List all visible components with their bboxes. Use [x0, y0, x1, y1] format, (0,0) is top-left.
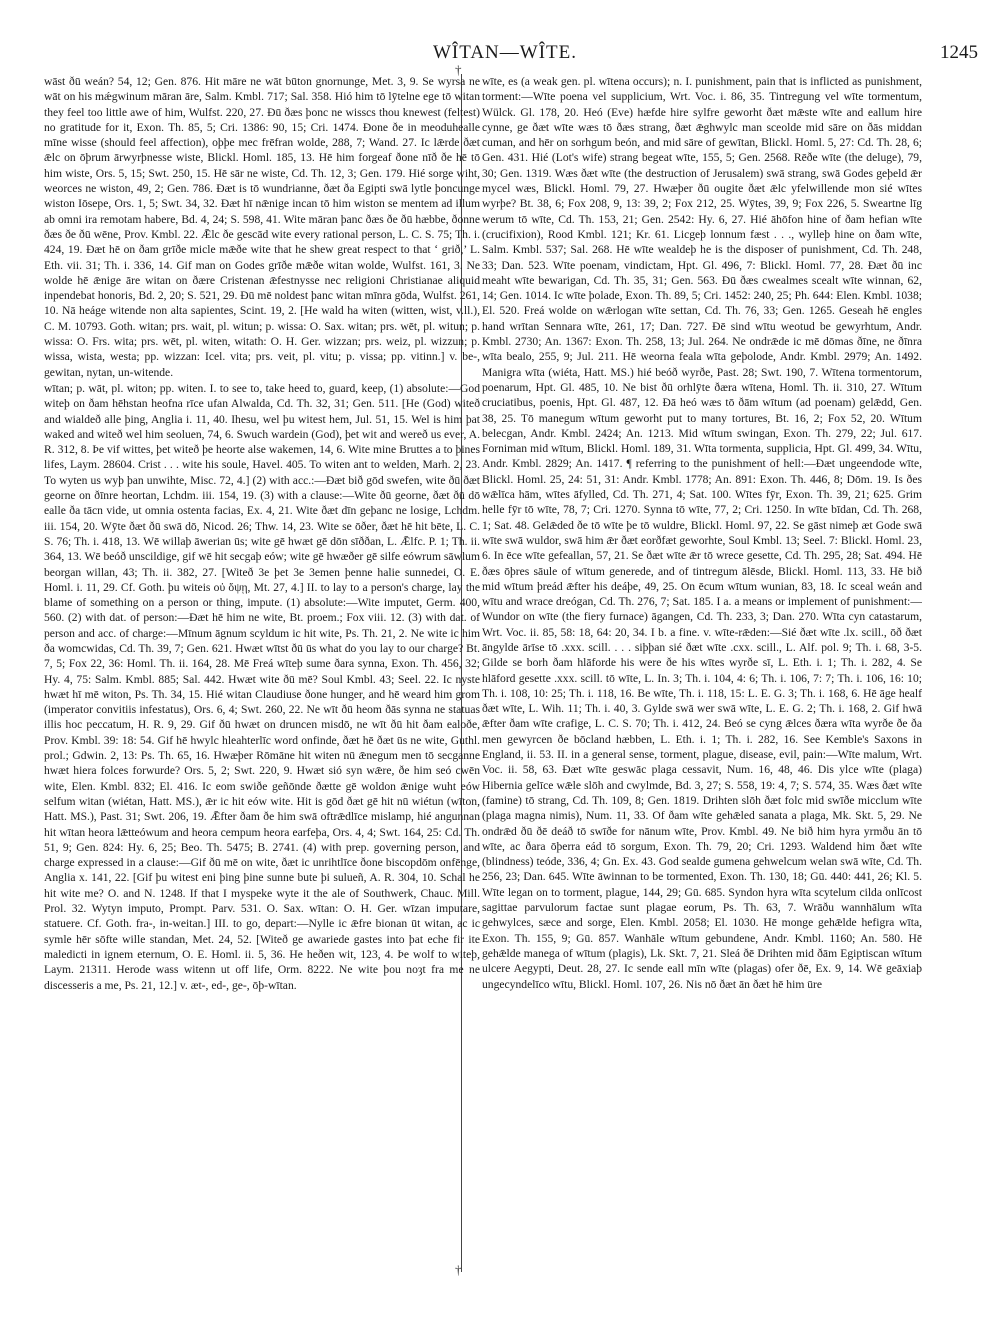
rule-ornament-bottom: †	[455, 1262, 462, 1277]
entry-paragraph: wīte, es (a weak gen. pl. wītena occurs); n. I. punishment, pain that is inflicted as punishment, torment:—Wīte poena vel supplicium, Wrt. Voc. i. 86, 35. Tintregung vel wīte tormentum, Wülck. Gl. 178, 20. Heó (Eve) hæfde hire sylfre geworht ðæt mǣste wīte and eallum hire cynne, ge ðæt wīte wæs tō ðæs strang, ðæt ǣghwylc man sceolde mid sāre on ðās middan cuman, and hēr on sorhgum beón, and mid sāre of gewītan, Blickl. Homl. 5, 27: Cd. Th. 28, 6; Gen. 431. Hié (Lot's wife) strang begeat wīte, 155, 5; Gen. 2568. Rēðe wīte (the deluge), 79, 30; Gen. 1319. Wæs ðæt wīte (the destruction of Jerusalem) swā strang, swā Godes geþeld ǣr mycel wæs, Blickl. Homl. 79, 27. Hwæþer ðū ougite ðæt ǣlc yfelwillende mon sié wītes wyrþe? Bt. 38, 6; Fox 208, 9, 13: 39, 2; Fox 212, 25. Wȳtes, 39, 9; Fox 226, 5. Sweartne līg werum tō wīte, Cd. Th. 153, 21; Gen. 2542: Hy. 6, 27. Hié āhōfon hine of ðam hefian wīte (crucifixion), Rood Kmbl. 121; Kr. 61. Licgeþ lonnum fæst . . ., wylleþ hine on ðam wīte, Salm. Kmbl. 537; Sal. 268. Hē wīte wealdeþ he is the disposer of punishment, Cd. Th. 248, 33; Dan. 523. Wīte poenam, vindictam, Hpt. Gl. 496, 7: Blickl. Homl. 77, 28. Ðæt ðū inc meaht wīte bewarigan, Cd. Th. 35, 31; Gen. 563. Ðū ðæs cwealmes scealt wīte winnan, 62, 14; Gen. 1014. Ic wīte þolade, Exon. Th. 89, 5; Cri. 1452: 240, 25; Ph. 644: Elen. Kmbl. 1038; El. 520. Freá wolde on wǣrlogan wīte settan, Cd. Th. 76, 33; Gen. 1265. Geseah hē engles hand wrītan Sennara wīte, 261, 17; Dan. 727. Ðē sind wītu weotud be gewyrhtum, Andr. Kmbl. 2730; An. 1367: Exon. Th. 258, 13; Jul. 264. Ne ondrǣde ic mē dōmas ðīne, ne ðīnra wīta bealo, 255, 9; Jul. 211. Hē weorna feala wīta geþolode, Andr. Kmbl. 2979; An. 1492. Manigra wīta (wiéta, Hatt. MS.) hié beóð wyrðe, Past. 28; Swt. 190, 7. Wītena tormentorum, poenarum, Hpt. Gl. 485, 10. Ne bist ðū orhlȳte ðæra wītena, Homl. Th. ii. 310, 27. Wītum cruciatibus, poenis, Hpt. Gl. 487, 12. Ðā heó wæs tō ðām wītum (ad poenam) gelǣdd, Gen. 38, 25. Tō manegum wītum geworht put to many tortures, Bt. 16, 2; Fox 52, 20. Wītum belecgan, Andr. Kmbl. 2424; An. 1213. Mid wītum swingan, Exon. Th. 279, 22; Jul. 617. Forniman mid wītum, Blickl. Homl. 189, 31. Wīta tormenta, supplicia, Hpt. Gl. 499, 34. Wītu, Andr. Kmbl. 2829; An. 1417. ¶ referring to the punishment of hell:—Ðæt ungeendode wīte, Blickl. Homl. 25, 24: 51, 31: Andr. Kmbl. 1778; An. 891: Exon. Th. 446, 8; Dōm. 19. Is ðes wǣlīca hām, wītes āfylled, Cd. Th. 271, 4; Sat. 100. Wītes fȳr, Exon. Th. 39, 21; 625. Grim helle fȳr tō wīte, 78, 7; Cri. 1270. Synna tō wīte, 77, 2; Cri. 1250. In wīte bīdan, Cd. Th. 268, 1; Sat. 48. Gelǣded ðe tō wīte þe tō wuldre, Blickl. Homl. 97, 22. Se gāst nimeþ æt Gode swā wīte swā wuldor, swā him ǣr ðæt eorðfæt geworhte, Soul Kmbl. 13; Seel. 7: Blickl. Homl. 23, 6. In ēce wīte gefeallan, 57, 21. Se ðæt wīte ǣr tō wrece gesette, Cd. Th. 295, 28; Sat. 494. Hē ðæs ōþres sāule of wītum generede, and of tintregum ālēsde, Blickl. Homl. 113, 33. Hē bið mid wītum þreád ǣfter his deáþe, 49, 25. On ēcum wītum wunian, 83, 18. Ic sceal weán and wītu and wrace dreógan, Cd. Th. 276, 7; Sat. 185. I a. a means or implement of punishment:—Wundor on wīte (the fiery furnace) āgangen, Cd. Th. 233, 3; Dan. 270. Wīta cyn catastarum, Wrt. Voc. ii. 85, 58: 18, 64: 20, 34. I b. a fine. v. wīte-rǣden:—Sié ðæt wīte .lx. scill., ōð ðæt āngylde ārīse tō .xxx. scill. . . . siþþan sié ðæt wīte .cxx. scill., L. Alf. pol. 9; Th. i. 68, 3-5. Gilde se borh ðam hlāforde his were ðe his wītes wyrðe sī, L. Eth. i. 1; Th. i. 282, 4. Se hlāford gesette .xxx. scill. tō wīte, L. In. 3; Th. i. 104, 4: 6; Th. i. 106, 7: 7; Th. i. 106, 16: 10; Th. i. 108, 10: 25; Th. i. 118, 16. Be wīte, Th. i. 118, 15: L. E. G. 3; Th. i. 168, 6. Hē āge healf ðæt wīte, L. Wih. 11; Th. i. 40, 3. Gylde swā wer swā wīte, L. E. G. 2; Th. i. 168, 2. Gif hwā ǣfter ðam wīte crafige, L. C. S. 70; Th. i. 412, 24. Beó se cyng ǣlces ðæra wīta wyrðe ðe ða men gewyrcen ðe bōcland hæbben, L. Eth. i. 1; Th. i. 282, 16. See Kemble's Saxons in England, ii. 53. II. in a general sense, torment, plague, disease, evil, pain:—Wīte malum, Wrt. Voc. ii. 58, 63. Ðæt wīte geswāc plaga cessavit, Num. 16, 48, 46. Dis ylce wīte (plaga) Hibernia gelīce wǣle slōh and cwylmde, Bd. 3, 27; S. 558, 19: 4, 7; S. 574, 35. Wæs ðæt wīte (famine) tō strang, Cd. Th. 109, 8; Gen. 1819. Drihten slōh ðæt folc mid swīðe micclum wīte (plaga magna nimis), Num. 11, 33. Of ðam wīte gehǣled sanata a plaga, Mk. Skt. 5, 29. Ne ondrǣd ðū ðē deáð tō swīðe for nānum wīte, Prov. Kmbl. 49. Ne bið him hyra yrmðu ān tō wīte, ac ðara ōþerra eád tō sorgum, Exon. Th. 79, 20; Cri. 1293. Waldend him ðæt wīte (blindness) teóde, 336, 4; Gn. Ex. 43. God sealde gumena gehwelcum welan swā wīte, Cd. Th. 256, 23; Dan. 645. Wīte āwinnan to be tormented, Exon. Th. 130, 18; Gū. 440: 441, 26; Kl. 5. Wīte legan on to torment, plague, 144, 29; Gū. 685. Syndon hyra wīta scytelum cilda onlīcost sagittae parvulorum factae sunt plagae eorum, Ps. Th. 63, 7. Wrāðu wannhālum wīta gehwylces, sæce and sorge, Elen. Kmbl. 2058; El. 1030. Hē monge gehǣlde hefigra wīta, Exon. Th. 155, 9; Gū. 857. Wanhāle wītum gebundene, Andr. Kmbl. 1160; An. 580. Hē gehǣlde manega of wītum (plagis), Lk. Skt. 7, 21. Sleá ðē Drihten mid ðām Egiptiscan wītum ulcere Aegypti, Deut. 28, 27. Ic sende eall mīn wīte (plagas) ofer ðē, Ex. 9, 14. Wē geāxiaþ ungecyndelīco wītu, Blickl. Homl. 107, 26. Nis nō ðæt ān ðæt hē him ūre	[482, 75, 922, 991]
page-number: 1245	[940, 42, 978, 63]
entry-paragraph: wāst ðū weán? 54, 12; Gen. 876. Hit māre ne wāt būton gnornunge, Met. 3, 9. Se wyrsa ne wāt on his mǽgwinum māran āre, Salm. Kmbl. 717; Sal. 358. Hió him tō lȳtelne ege tō witan they feel too little awe of him, Wulfst. 220, 27. Ðū ðæs þonc ne wisscs thou knewest (feltest) no gratitude for it, Exon. Th. 85, 5; Cri. 1386: 90, 15; Cri. 1474. Ðone ðe in meoduhealle mīne wisse (should feel affection), oþþe mec frēfran wolde, 288, 7; Wand. 27. Ic lǣrde ðæt ǣlc on ōþrum ārwyrþnesse wiste, Blickl. Homl. 185, 13. Hē him forgeaf ðone nīð ðe hē tō him wiste, Ors. 5, 15; Swt. 250, 15. Hē sār ne wiste, Cd. Th. 12, 3; Gen. 179. Hié sorge wiht, weorces ne wiston, 49, 2; Gen. 786. Ðæt is tō wundrianne, ðæt ða Egipti swā lytle þoncunge wiston Iōsepe, Ors. 1, 5; Swt. 34, 32. Ðæt hī nǣnige incan tō him wiston se mentem ad illum ab omni ira remotam habere, Bd. 4, 24; S. 598, 41. Wite māran þanc ðæs ðe ðū hæbbe, ðonne ðæs ðe ðū wēne, Prov. Kmbl. 22. Ǣlc ðe gescād wite every rational person, L. C. S. 75; Th. i. 424, 19. Ðæt hē on ðam grīðe micle mǣðe wite that he shew great respect to that ‘ grið,’ L. Eth. vii. 31; Th. i. 336, 14. Gif man on Godes grīðe mǣðe witan wolde, Wulfst. 161, 3. Ne wolde hē ǣnige āre witan on ðære Cristenan ǣfestnysse nec religioni Christianae aliquid inpendebat honoris, Bd. 2, 20; S. 521, 29. Ðū mē noldest þanc witan mīnra gōda, Wulfst. 261, 10. Nā heáge witende non alta sapientes, Scint. 19, 2. [He wald ha witen (witten, wist, v.ll.), C. M. 10793. Goth. witan; prs. wait, pl. witun; p. wissa: O. Sax. witan; prs. wēt, pl. witun; p. wissa: O. Frs. wita; prs. wēt, pl. witen, witath: O. H. Ger. wizzan; prs. weiz, pl. wizzun; p. wissa, wista, westa; pp. wizzan: Icel. vita; prs. veit, pl. vitu; p. vissa; pp. vitinn.] v. be-, gewitan, nytan, un-witende.	[44, 75, 480, 379]
running-head	[32, 42, 978, 72]
running-title: WÎTAN—WÎTE.	[432, 42, 577, 63]
entry-paragraph: wītan; p. wāt, pl. witon; pp. witen. I. to see to, take heed to, guard, keep, (1) absolute:—God witeþ on ðam hēhstan heofna rīce ufan Alwalda, Cd. Th. 32, 31; Gen. 511. [He (God) witeð and wialdeð alle þing, Anglia i. 11, 40. Ihesu, wel þu witest hem, Jul. 51, 15. Wel is him þat waked and witeð wel him seoluen, 74, 6. Swuch wardein (God), þet wit and wereð us ever, A. R. 312, 8. Þe vif wittes, þet witeð þe heorte alse wakemen, 14, 6. Wite mine Bruttes a to þines lifes, Laym. 28604. Crist . . . wite his soule, Havel. 405. To witen ant to welden, Marh. 2, 23. To wyten us wyþ þan unwihte, Misc. 72, 4.] (2) with acc.:—Ðæt bið gōd swefen, wite ðū ðæt georne on ðīnre heortan, Lchdm. iii. 154, 19. (3) with a clause:—Wite ðū georne, ðæt ðū dō ealle ða tācn vide, ut omnia ostenta facias, Ex. 4, 21. Wite ðæt dīn geþanc ne losige, Lchdm. iii. 154, 20. Wȳte ðæt ðū swā dō, Nicod. 26; Thw. 14, 23. Wite se ōðer, ðæt hē hit bēte, L. C. S. 76; Th. i. 418, 13. Wē willaþ āwerian ūs; wite gē hwæt gē dōn sīððan, L. Ǣlfc. P. 1; Th. ii. 364, 13. Wē beóð unscildige, gif wē hit secgaþ eów; wite gē hwæðer gē silfe eówrum sāwlum beorgan willan, 43; Th. ii. 382, 27. [Witeð 3e þet 3e 3emen þenne halie sunnedei, O. E. Homl. i. 11, 29. Cf. Goth. þu witeis οὐ ὄψῃ, Mt. 27, 4.] II. to lay to a person's charge, lay the blame of something on a person or thing, impute. (1) absolute:—Wite imputet, Germ. 400, 560. (2) with dat. of person:—Ðæt hē him ne wite, Bt. proem.; Fox viii. 12. (3) with dat. of person and acc. of charge:—Mīnum āgnum scyldum ic hit wite, Ps. Th. 21, 2. Ne wite ic him ða womcwidas, Cd. Th. 39, 7; Gen. 621. Hwæt wītst ðū ūs what do you lay to our charge? Bt. 7, 5; Fox 22, 36: Homl. Th. ii. 164, 28. Mē Freá wīteþ sume ðara synna, Exon. Th. 456, 32; Hy. 4, 75: Salm. Kmbl. 885; Sal. 442. Hwæt wite ðū mē? Soul Kmbl. 43; Seel. 22. Ic nyste hwæt hī mē witon, Ps. Th. 34, 15. Hié witan Claudiuse ðone hunger, and hē weard him grom (imperator convitiis infestatus), Ors. 6, 4; Swt. 260, 22. Ne wīt ðū heom ðās synna ne statuas illis hoc peccatum, H. R. 9, 29. Gif ðū hwæt on druncen misdō, ne wīt ðū hit ðam ealoðe, Prov. Kmbl. 39: 18: 54. Gif hē hwylc hleahterlīc word onfinde, ðæt hē ðæt ūs ne wite, Guthl. prol.; Gdwin. 2, 13: Ps. Th. 65, 16. Hwæþer Rōmāne hit witen nū ǣnegum men tō secganne hwæt hiera folces forwurde? Ors. 5, 2; Swt. 220, 9. Hwæt sió syn wǣre, ðe him seó cwēn wite, Elen. Kmbl. 832; El. 416. Ic eom swiðe geñōnde ðætte gē woldon ǣnige wuht eów selfum witan (wiétan, Hatt. MS.), ǣr ic hit eów wite. Hit is gōd ðæt gē hit nū wiétun (wīton, Hatt. MS.), Past. 31; Swt. 206, 19. Ǣfter ðam ðe him swā oftrǣdlīce mislamp, hié angunnan hit wītan heora lǣtteówum and heora cempum heora earfeþa, Ors. 4, 4; Swt. 164, 25: Cd. Th. 51, 9; Gen. 824: Hy. 6, 25; Beo. Th. 5475; B. 2741. (4) with prep. governing person, and charge expressed in a clause:—Gif ðū mē on wite, ðæt ic unrihtlīce ðone biscopdōm onfēnge, Anglia x. 141, 22. [Gif þu witest eni þing þine sunne bute þi sulueñ, A. R. 304, 10. Schal he hit wite me? O. and N. 1248. If that I myspeke wyte it the ale of Southwerk, Chauc. Mill. Prol. 32. Wytyn imputo, Prompt. Parv. 531. O. Sax. wītan: O. H. Ger. wīzan imputare, statuere. Cf. Goth. fra-, in-weitan.] III. to go, depart:—Nylle ic ǣfre bionan ūt witan, ac ic symle hēr sōfte wille standan, Met. 24, 52. [Witeð ge awariede gastes into þat eche fir ite maledicti in ignem eternum, O. E. Homl. ii. 5, 36. He heðen wit, 123, 4. Þe wolf to witeþ, Laym. 21311. Herode wass witenn ut off life, Orm. 8222. Ne wite þou noȝt fra me ne discesseris a me, Ps. 21, 12.] v. æt-, ed-, ge-, ōþ-wītan.	[44, 381, 480, 992]
rule-ornament-top: †	[455, 62, 462, 77]
left-column	[44, 74, 480, 1272]
right-column	[482, 74, 922, 1272]
